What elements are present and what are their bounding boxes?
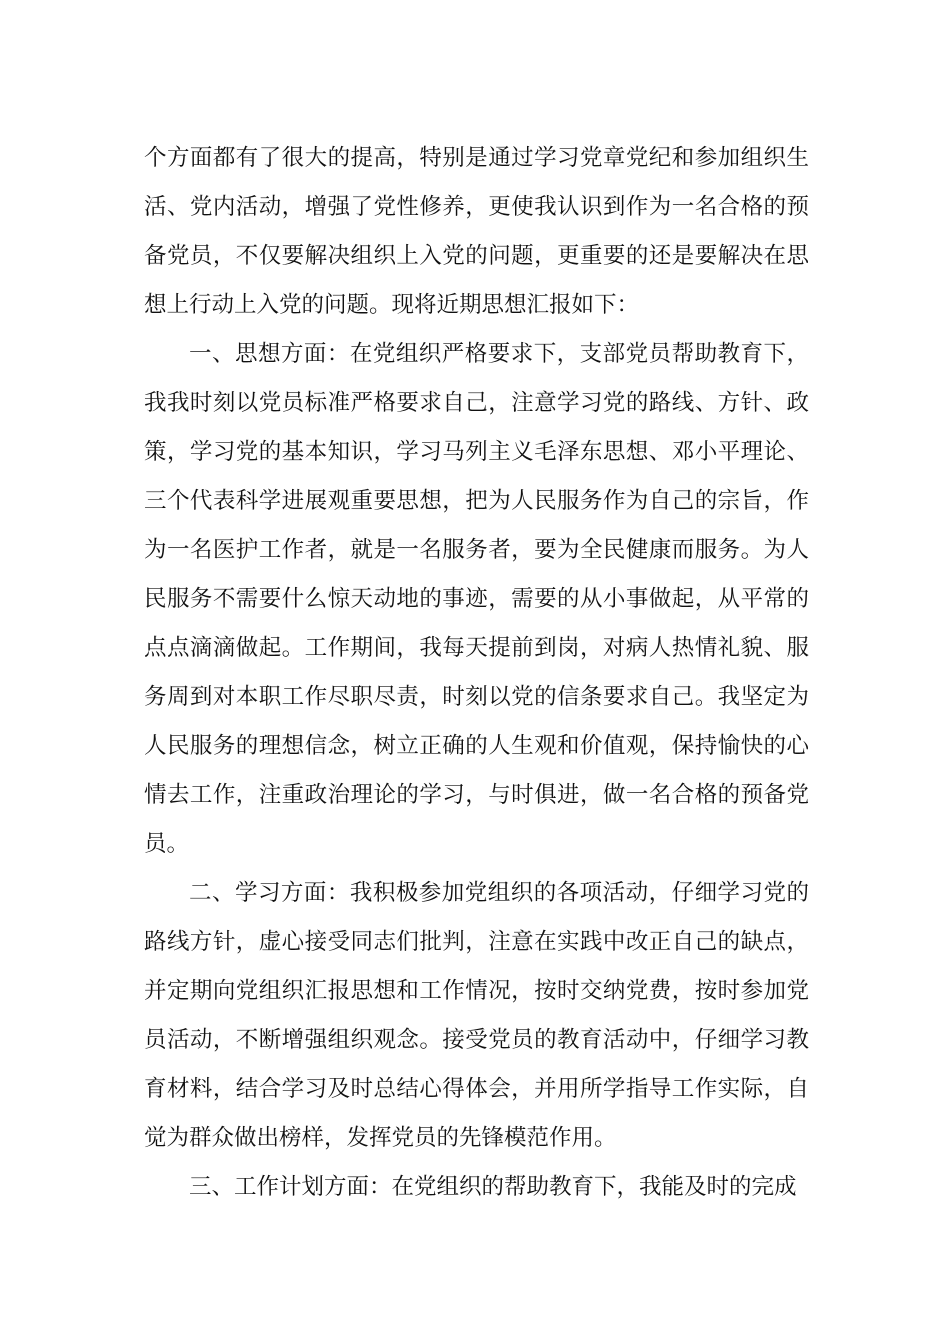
document-body <box>144 134 809 1212</box>
paragraph-thought: 一、思想方面：在党组织严格要求下，支部党员帮助教育下，我我时刻以党员标准严格要求自己，注意学习党的路线、方针、政策，学习党的基本知识，学习马列主义毛泽东思想、邓小平理论、三个代表科学进展观重要思想，把为人民服务作为自己的宗旨，作为一名医护工作者，就是一名服务者，要为全民健康而服务。为人民服务不需要什么惊天动地的事迹，需要的从小事做起，从平常的点点滴滴做起。工作期间，我每天提前到岗，对病人热情礼貌、服务周到对本职工作尽职尽责，时刻以党的信条要求自己。我坚定为人民服务的理想信念，树立正确的人生观和价值观，保持愉快的心情去工作，注重政治理论的学习，与时俱进，做一名合格的预备党员。 <box>144 341 809 857</box>
paragraph-work-plan: 三、工作计划方面：在党组织的帮助教育下，我能及时的完成 <box>189 1174 797 1200</box>
paragraph-continuation: 个方面都有了很大的提高，特别是通过学习党章党纪和参加组织生活、党内活动，增强了党性修养，更使我认识到作为一名合格的预备党员，不仅要解决组织上入党的问题，更重要的还是要解决在思想上行动上入党的问题。现将近期思想汇报如下： <box>144 145 809 318</box>
paragraph-study: 二、学习方面：我积极参加党组织的各项活动，仔细学习党的路线方针，虚心接受同志们批判，注意在实践中改正自己的缺点，并定期向党组织汇报思想和工作情况，按时交纳党费，按时参加党员活动，不断增强组织观念。接受党员的教育活动中，仔细学习教育材料，结合学习及时总结心得体会，并用所学指导工作实际，自觉为群众做出榜样，发挥党员的先锋模范作用。 <box>144 880 809 1151</box>
